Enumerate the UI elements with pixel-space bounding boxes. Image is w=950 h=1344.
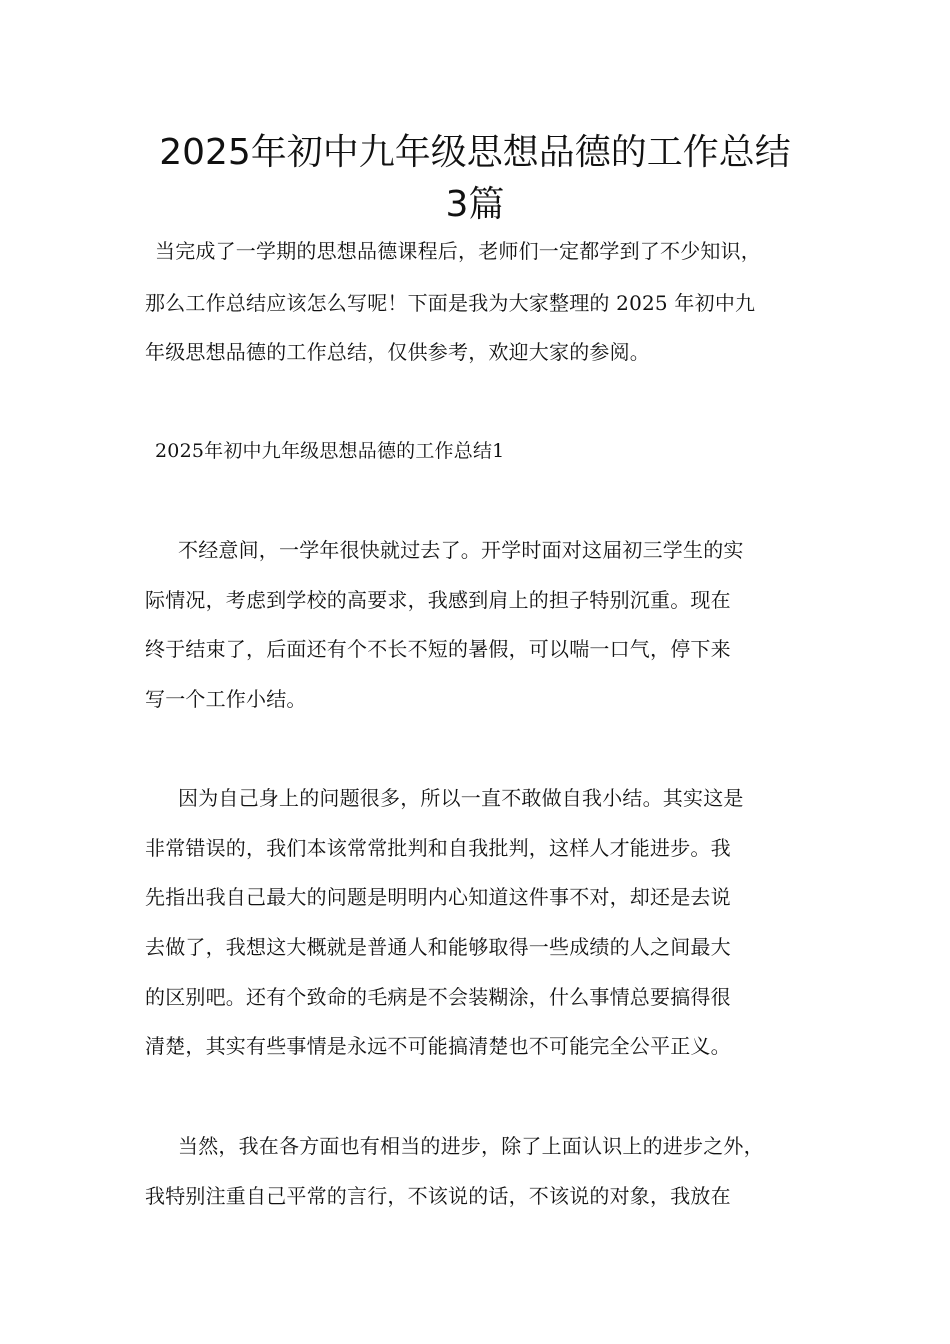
paragraph1-line-3: 终于结束了，后面还有个不长不短的暑假，可以喘一口气，停下来 xyxy=(145,637,731,661)
intro-line-1: 当完成了一学期的思想品德课程后，老师们一定都学到了不少知识， xyxy=(155,239,761,263)
document-title-line2: 3篇 xyxy=(445,184,505,225)
paragraph2-line-5: 的区别吧。还有个致命的毛病是不会装糊涂，什么事情总要搞得很 xyxy=(145,985,731,1009)
paragraph2-line-4: 去做了，我想这大概就是普通人和能够取得一些成绩的人之间最大 xyxy=(145,935,731,959)
paragraph2-line-6: 清楚，其实有些事情是永远不可能搞清楚也不可能完全公平正义。 xyxy=(145,1034,731,1058)
paragraph3-line-2: 我特别注重自己平常的言行，不该说的话，不该说的对象，我放在 xyxy=(145,1184,731,1208)
paragraph2-line-1: 因为自己身上的问题很多，所以一直不敢做自我小结。其实这是 xyxy=(178,786,744,810)
paragraph2-line-3: 先指出我自己最大的问题是明明内心知道这件事不对，却还是去说 xyxy=(145,885,731,909)
paragraph1-line-4: 写一个工作小结。 xyxy=(145,687,307,711)
section-heading: 2025年初中九年级思想品德的工作总结1 xyxy=(155,440,505,462)
intro-line-2: 那么工作总结应该怎么写呢！下面是我为大家整理的 2025 年初中九 xyxy=(145,291,756,315)
intro-line-3: 年级思想品德的工作总结，仅供参考，欢迎大家的参阅。 xyxy=(145,340,650,364)
paragraph3-line-1: 当然，我在各方面也有相当的进步，除了上面认识上的进步之外， xyxy=(178,1134,764,1158)
paragraph1-line-2: 际情况，考虑到学校的高要求，我感到肩上的担子特别沉重。现在 xyxy=(145,588,731,612)
document-title-line1: 2025年初中九年级思想品德的工作总结 xyxy=(159,132,791,173)
paragraph2-line-2: 非常错误的，我们本该常常批判和自我批判，这样人才能进步。我 xyxy=(145,836,731,860)
paragraph1-line-1: 不经意间，一学年很快就过去了。开学时面对这届初三学生的实 xyxy=(178,538,744,562)
